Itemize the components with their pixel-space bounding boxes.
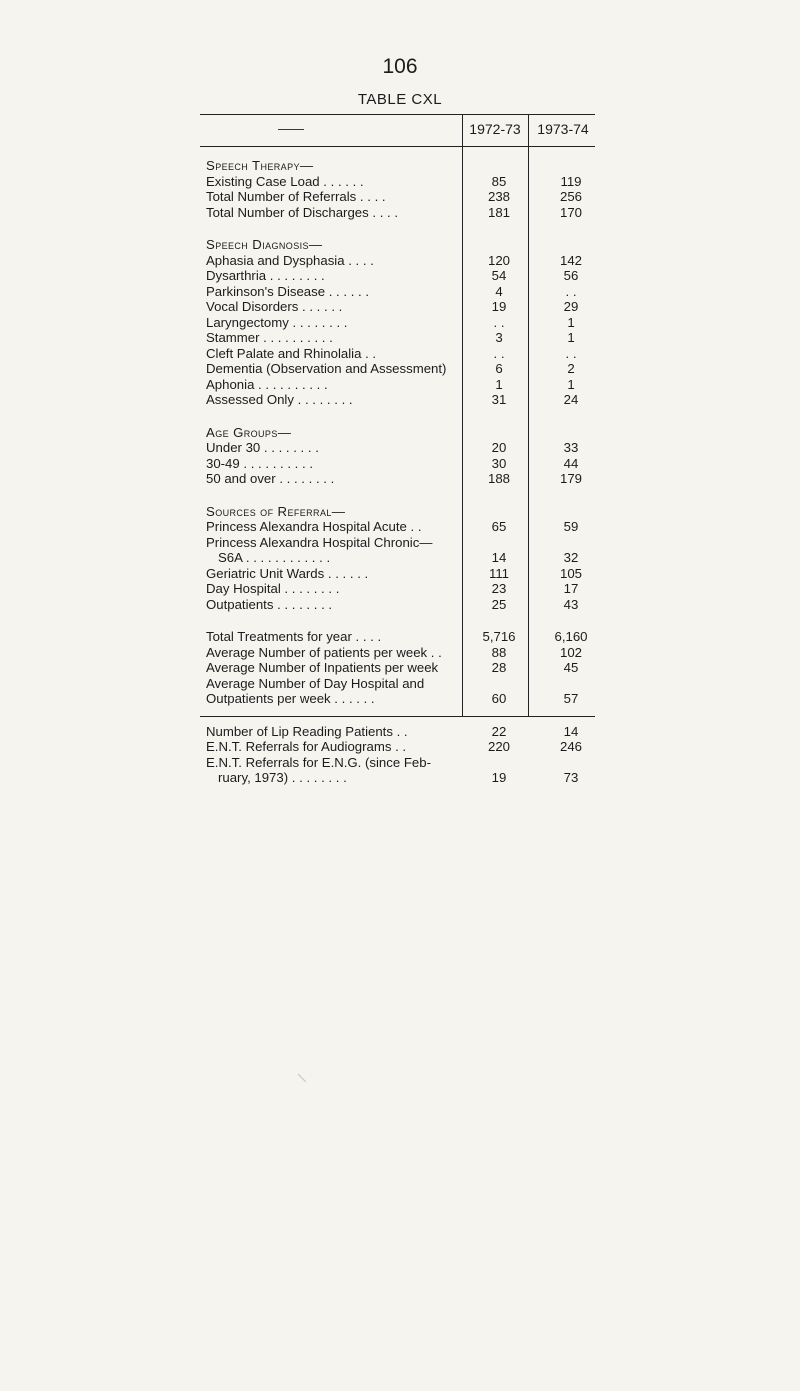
value-1973-74: 170	[559, 204, 582, 220]
row-label: 50 and over . . . . . . . .	[206, 471, 335, 486]
table-row	[0, 755, 800, 770]
table-row	[0, 299, 800, 314]
value-1972-73: 4	[495, 283, 503, 299]
page-number: 106	[382, 55, 418, 78]
section-heading: Speech Therapy—	[206, 158, 314, 173]
value-1973-74: 73	[563, 770, 579, 785]
value-1973-74: 43	[563, 596, 579, 612]
value-1973-74: . .	[565, 283, 577, 299]
table-row	[0, 691, 800, 706]
value-1972-73: 85	[491, 173, 507, 189]
section-heading: Speech Diagnosis—	[206, 237, 323, 252]
row-label: Total Number of Discharges . . . .	[206, 204, 399, 220]
table-row	[0, 550, 800, 565]
header-year-1973-74: 1973-74	[537, 121, 589, 137]
table-row	[0, 597, 800, 612]
value-1972-73: 19	[491, 770, 507, 785]
value-1973-74: 44	[563, 455, 579, 471]
value-1972-73: 181	[487, 204, 510, 220]
table-row	[0, 456, 800, 471]
value-1972-73: 238	[487, 189, 510, 204]
value-1972-73: 6	[495, 361, 503, 376]
value-1973-74: 24	[563, 392, 579, 407]
table-row	[0, 284, 800, 299]
value-1972-73: 23	[491, 581, 507, 596]
header-blank: ——	[278, 121, 304, 136]
header-bottom-rule	[200, 146, 595, 147]
row-label: Day Hospital . . . . . . . .	[206, 581, 340, 596]
row-label: Total Treatments for year . . . .	[206, 629, 382, 644]
table-row	[0, 392, 800, 407]
value-1973-74: 29	[563, 299, 579, 314]
table-row	[0, 581, 800, 596]
section-heading: Age Groups—	[206, 424, 292, 440]
value-1972-73: 120	[487, 252, 510, 268]
table-row	[0, 253, 800, 268]
row-label: E.N.T. Referrals for Audiograms . .	[206, 739, 407, 754]
row-label: ruary, 1973) . . . . . . . .	[218, 770, 347, 785]
row-label: Geriatric Unit Wards . . . . . .	[206, 565, 369, 581]
value-1972-73: 220	[487, 739, 510, 754]
value-1973-74: 33	[563, 440, 579, 455]
table-row	[0, 174, 800, 189]
row-label: Dementia (Observation and Assessment)	[206, 361, 447, 376]
row-label: Stammer . . . . . . . . . .	[206, 330, 333, 345]
value-1972-73: 188	[487, 471, 510, 486]
row-label: E.N.T. Referrals for E.N.G. (since Feb-	[206, 754, 431, 770]
value-1973-74: 246	[559, 739, 582, 754]
table-row	[0, 330, 800, 345]
value-1972-73: . .	[493, 314, 505, 330]
value-1973-74: 179	[559, 471, 582, 486]
row-label: Princess Alexandra Hospital Chronic—	[206, 534, 433, 550]
header-year-1972-73: 1972-73	[469, 121, 521, 137]
table-bottom-rule	[200, 716, 595, 717]
row-label: Number of Lip Reading Patients . .	[206, 723, 408, 739]
row-label: 30-49 . . . . . . . . . .	[206, 455, 314, 471]
table-top-rule	[200, 114, 595, 115]
table-title: TABLE CXL	[357, 91, 443, 108]
value-1973-74: 1	[567, 330, 575, 345]
row-label: Princess Alexandra Hospital Acute . .	[206, 519, 422, 534]
table-row	[0, 770, 800, 785]
value-1972-73: 111	[488, 565, 510, 581]
row-label: Average Number of Day Hospital and	[206, 675, 425, 691]
row-label: Parkinson's Disease . . . . . .	[206, 283, 370, 299]
row-label: Assessed Only . . . . . . . .	[206, 392, 353, 407]
value-1972-73: 25	[491, 596, 507, 612]
value-1972-73: 65	[491, 519, 507, 534]
row-label: Outpatients . . . . . . . .	[206, 596, 333, 612]
table-row	[0, 519, 800, 534]
value-1972-73: 14	[491, 550, 507, 565]
table-row	[0, 315, 800, 330]
table-row	[0, 205, 800, 220]
value-1973-74: 1	[567, 314, 575, 330]
row-label: Cleft Palate and Rhinolalia . .	[206, 345, 377, 361]
value-1972-73: 88	[491, 644, 507, 660]
value-1972-73: 1	[495, 376, 503, 392]
value-1973-74: 32	[563, 550, 579, 565]
row-label: Outpatients per week . . . . . .	[206, 691, 375, 706]
table-row	[0, 629, 800, 644]
table-row	[0, 361, 800, 376]
value-1973-74: 256	[559, 189, 582, 204]
value-1973-74: 17	[563, 581, 579, 596]
table-row	[0, 566, 800, 581]
row-label: Laryngectomy . . . . . . . .	[206, 314, 348, 330]
value-1973-74: 45	[563, 660, 579, 675]
section-heading: Sources of Referral—	[206, 503, 346, 519]
value-1973-74: 1	[567, 376, 575, 392]
value-1972-73: 60	[491, 691, 507, 706]
table-row	[0, 471, 800, 486]
value-1973-74: 142	[559, 252, 582, 268]
table-row	[0, 377, 800, 392]
row-label: Average Number of Inpatients per week	[206, 660, 439, 675]
value-1973-74: 56	[563, 268, 579, 283]
row-label: Dysarthria . . . . . . . .	[206, 268, 325, 283]
table-row	[0, 676, 800, 691]
value-1973-74: . .	[565, 345, 577, 361]
value-1973-74: 2	[567, 361, 575, 376]
table-row	[0, 535, 800, 550]
value-1973-74: 6,160	[554, 629, 588, 644]
table-row	[0, 724, 800, 739]
value-1973-74: 119	[560, 173, 582, 189]
table-row	[0, 739, 800, 754]
value-1973-74: 102	[559, 644, 582, 660]
value-1972-73: 22	[491, 723, 507, 739]
table-row	[0, 660, 800, 675]
row-label: S6A . . . . . . . . . . . .	[218, 550, 331, 565]
value-1972-73: 54	[491, 268, 507, 283]
value-1973-74: 59	[563, 519, 579, 534]
row-label: Vocal Disorders . . . . . .	[206, 299, 343, 314]
table-row	[0, 189, 800, 204]
table-row	[0, 440, 800, 455]
row-label: Total Number of Referrals . . . .	[206, 189, 386, 204]
row-label: Average Number of patients per week . .	[206, 644, 442, 660]
value-1972-73: . .	[493, 345, 505, 361]
value-1973-74: 57	[563, 691, 579, 706]
table-row	[0, 346, 800, 361]
value-1972-73: 19	[491, 299, 507, 314]
row-label: Aphasia and Dysphasia . . . .	[206, 252, 374, 268]
value-1972-73: 20	[491, 440, 507, 455]
show-through-mark: /	[294, 1072, 310, 1084]
value-1972-73: 31	[491, 392, 507, 407]
table-row	[0, 268, 800, 283]
row-label: Under 30 . . . . . . . .	[206, 440, 319, 455]
value-1972-73: 3	[495, 330, 503, 345]
value-1973-74: 14	[563, 723, 579, 739]
value-1973-74: 105	[559, 565, 582, 581]
value-1972-73: 28	[491, 660, 507, 675]
value-1972-73: 30	[491, 455, 507, 471]
row-label: Aphonia . . . . . . . . . .	[206, 376, 328, 392]
table-row	[0, 645, 800, 660]
value-1972-73: 5,716	[482, 629, 516, 644]
row-label: Existing Case Load . . . . . .	[206, 173, 364, 189]
